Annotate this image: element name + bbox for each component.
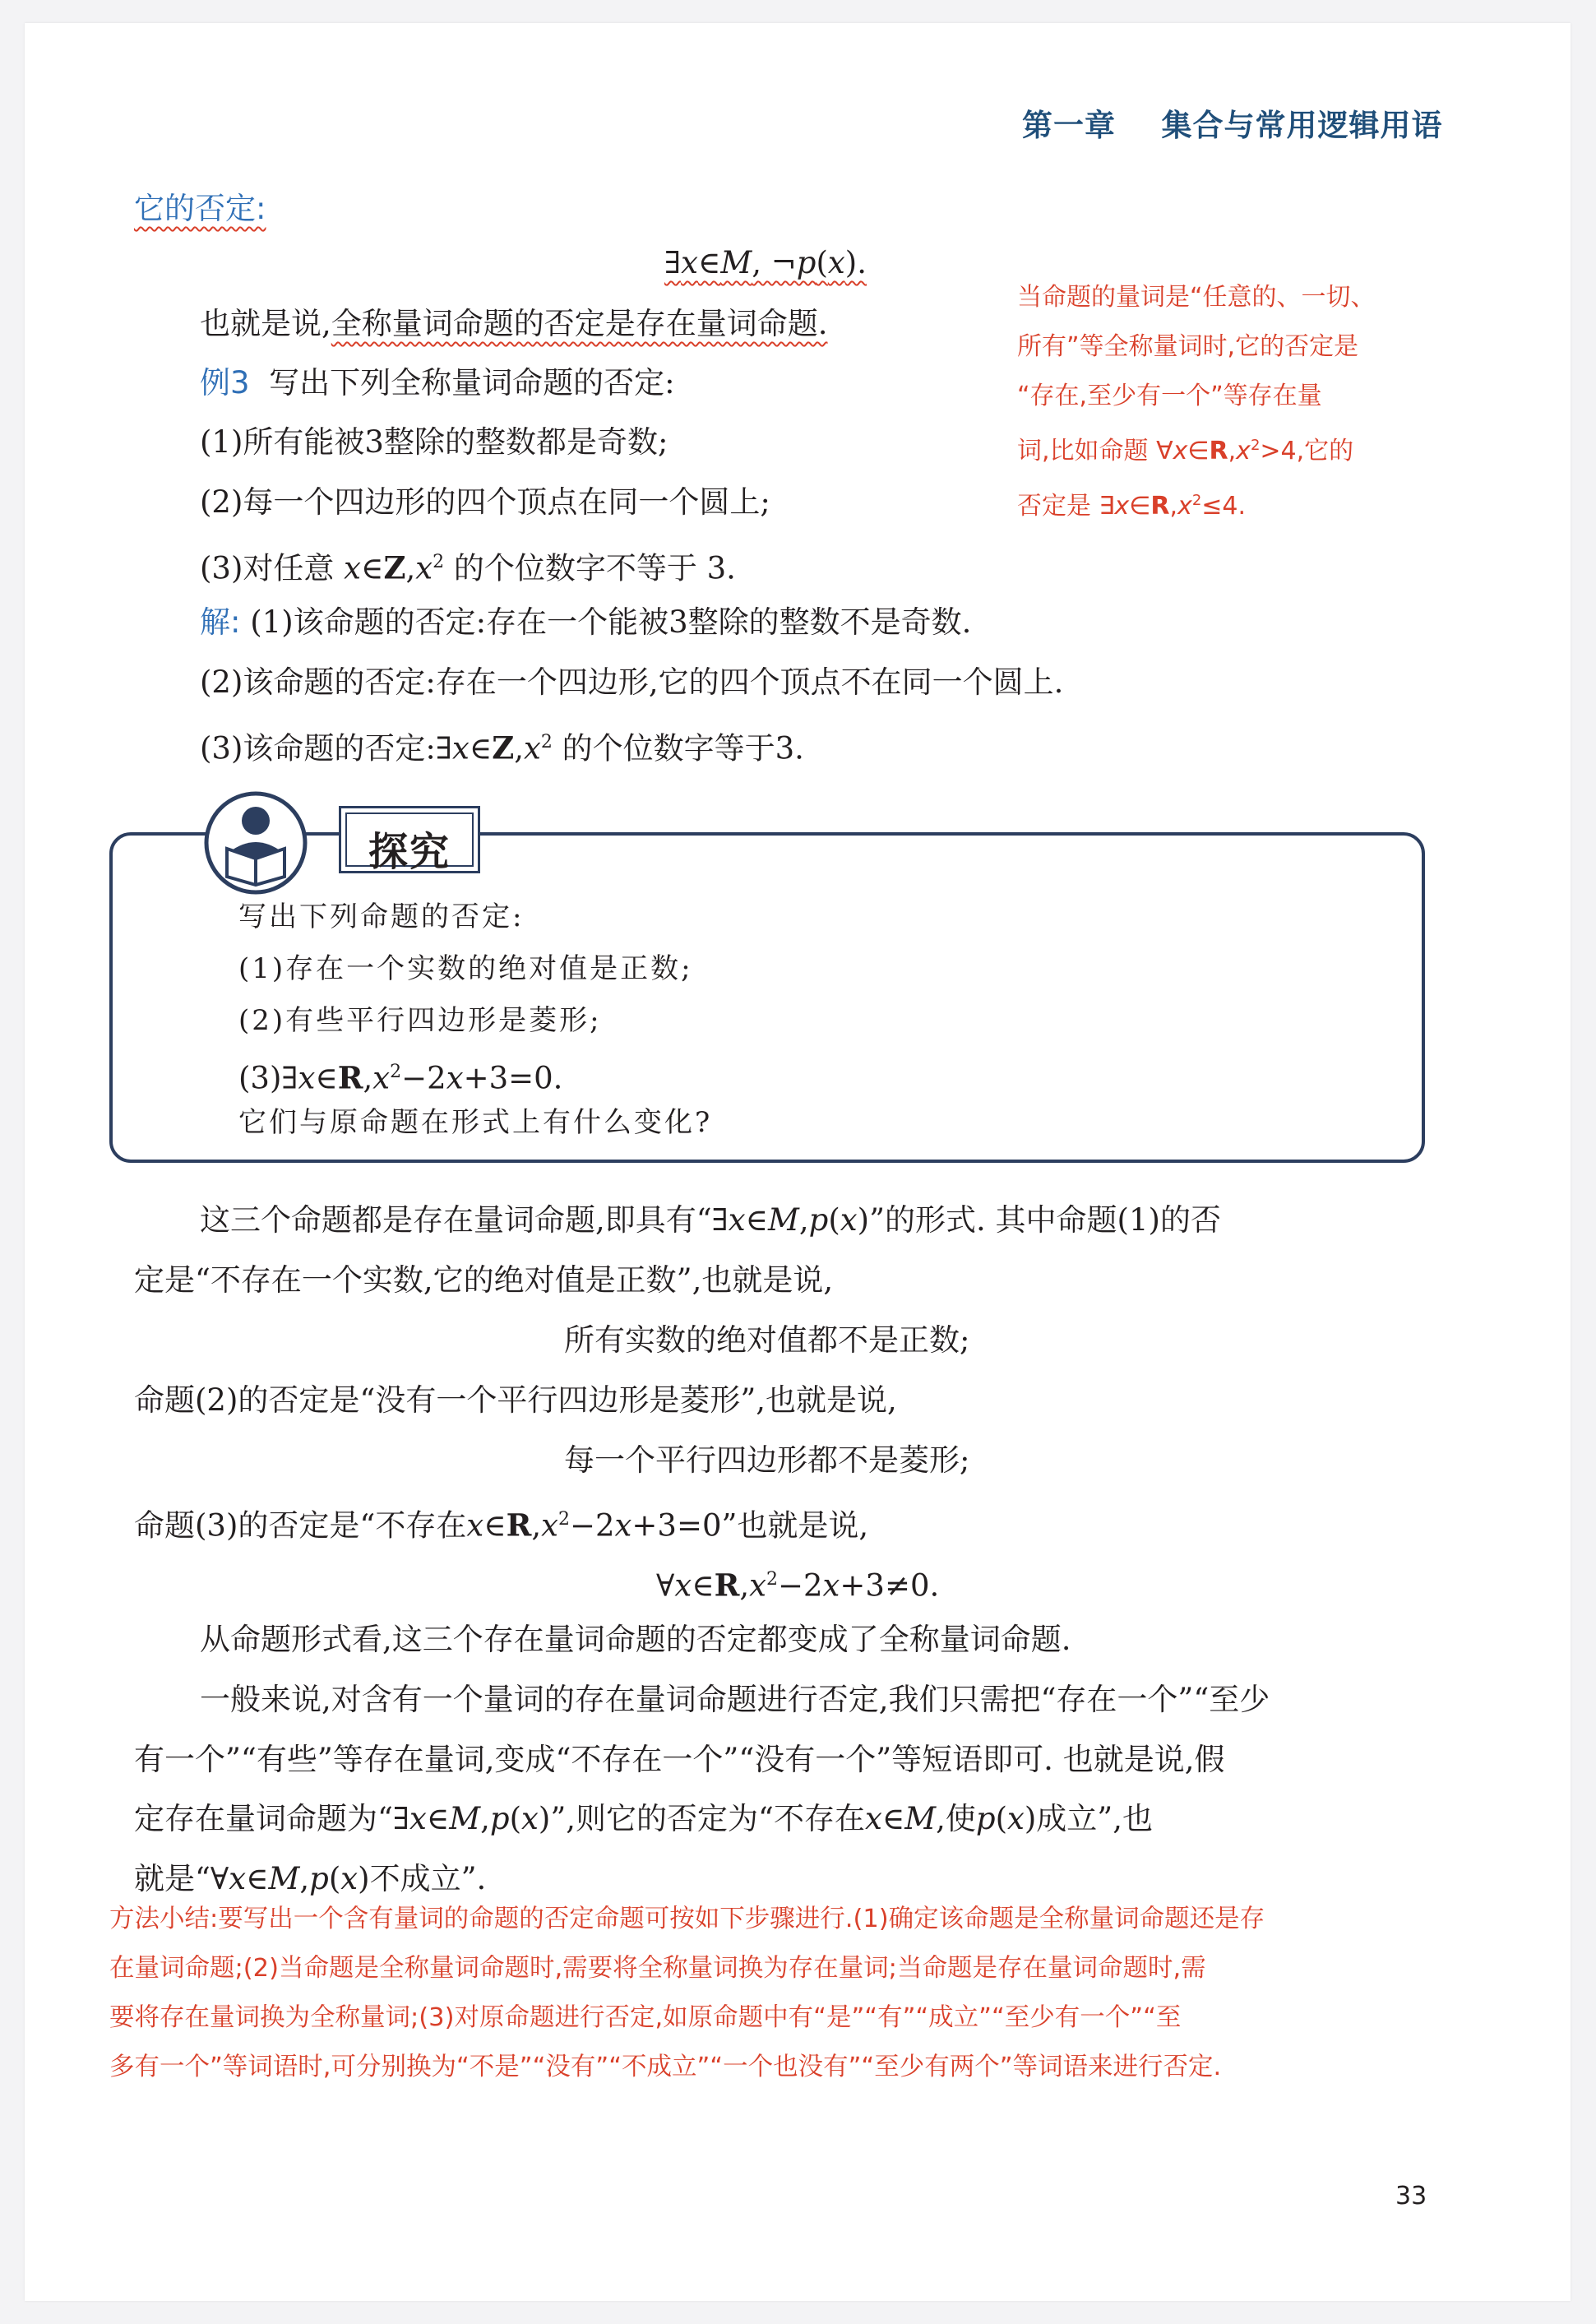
formula-negation: ∃x∈M, ¬p(x). bbox=[664, 245, 867, 280]
solution-line-1: 解: (1)该命题的否定:存在一个能被3整除的整数不是奇数. bbox=[200, 604, 972, 640]
explore-title: 探究 bbox=[368, 829, 451, 875]
body-line: 一般来说,对含有一个量词的存在量词命题进行否定,我们只需把“存在一个”“至少 bbox=[200, 1682, 1270, 1717]
intro-prefix: 也就是说, bbox=[200, 306, 331, 341]
body-line: 命题(2)的否定是“没有一个平行四边形是菱形”,也就是说, bbox=[134, 1382, 897, 1418]
explore-prompt: 写出下列命题的否定: bbox=[238, 900, 525, 933]
summary-line: 在量词命题;(2)当命题是全称量词命题时,需要将全称量词换为存在量词;当命题是存在量词命题时,需 bbox=[109, 1954, 1206, 1983]
side-note bbox=[1017, 273, 1478, 531]
side-note-line: 当命题的量词是“任意的、一切、 bbox=[1017, 283, 1376, 312]
chapter-header bbox=[1022, 100, 1443, 145]
explore-item-1: (1)存在一个实数的绝对值是正数; bbox=[238, 952, 693, 985]
summary-line: 方法小结:要写出一个含有量词的命题的否定命题可按如下步骤进行.(1)确定该命题是全称量词命题还是存 bbox=[109, 1905, 1265, 1933]
intro-line bbox=[200, 304, 828, 344]
side-note-line: 词,比如命题 $\forall x\in R,x^2>4$,它的 bbox=[1017, 437, 1354, 465]
side-note-line: 所有”等全称量词时,它的否定是 bbox=[1017, 332, 1359, 361]
page-number: 33 bbox=[1395, 2182, 1427, 2211]
reading-person-icon bbox=[202, 789, 309, 896]
body-line: 定存在量词命题为“∃x∈M,p(x)”,则它的否定为“不存在x∈M,使p(x)成立”,也 bbox=[134, 1801, 1153, 1836]
side-note-line: 否定是 $\exists x\in R,x^2\le 4$. bbox=[1017, 492, 1247, 521]
body-centered-line: 所有实数的绝对值都不是正数; bbox=[564, 1322, 970, 1358]
solution-label: 解: bbox=[200, 604, 241, 640]
summary-line: 要将存在量词换为全称量词;(3)对原命题进行否定,如原命题中有“是”“有”“成立”“至少有一个”“至 bbox=[109, 2003, 1182, 2032]
body-line: 定是“不存在一个实数,它的绝对值是正数”,也就是说, bbox=[134, 1262, 834, 1298]
method-summary bbox=[109, 1895, 1450, 2092]
example-heading bbox=[200, 363, 675, 403]
body-line: 从命题形式看,这三个存在量词命题的否定都变成了全称量词命题. bbox=[200, 1622, 1071, 1657]
example-item-3: (3)对任意 $x\in Z,x^2$ 的个位数字不等于 3. bbox=[200, 549, 736, 586]
body-line: 就是“∀x∈M,p(x)不成立”. bbox=[134, 1861, 487, 1896]
body-line: 命题(3)的否定是“不存在$x\in R,x^2-2x+3=0$”也就是说, bbox=[134, 1507, 869, 1544]
explore-question: 它们与原命题在形式上有什么变化? bbox=[238, 1106, 713, 1139]
body-centered-line: $\forall x\in R,x^2-2x+3\ne 0$. bbox=[656, 1567, 940, 1604]
side-note-line: “存在,至少有一个”等存在量 bbox=[1017, 382, 1322, 410]
body-line: 这三个命题都是存在量词命题,即具有“∃x∈M,p(x)”的形式. 其中命题(1)的否 bbox=[200, 1202, 1221, 1238]
solution-line-2: (2)该命题的否定:存在一个四边形,它的四个顶点不在同一个圆上. bbox=[200, 664, 1064, 700]
explore-item-2: (2)有些平行四边形是菱形; bbox=[238, 1004, 602, 1037]
summary-line: 多有一个”等词语时,可分别换为“不是”“没有”“不成立”“一个也没有”“至少有两个”等词语来进行否定. bbox=[109, 2053, 1222, 2081]
example-label: 例3 bbox=[200, 365, 250, 400]
example-item-1: (1)所有能被3整除的整数都是奇数; bbox=[200, 424, 668, 460]
section-label: 它的否定: bbox=[134, 191, 266, 226]
intro-emphasis: 全称量词命题的否定是存在量词命题. bbox=[331, 306, 828, 341]
chapter-number: 第一章 bbox=[1022, 108, 1116, 143]
body-line: 有一个”“有些”等存在量词,变成“不存在一个”“没有一个”等短语即可. 也就是说,假 bbox=[134, 1742, 1225, 1777]
solution-line-3: (3)该命题的否定$:\exists x\in Z,x^2$ 的个位数字等于3. bbox=[200, 729, 804, 766]
example-item-2: (2)每一个四边形的四个顶点在同一个圆上; bbox=[200, 484, 770, 520]
body-centered-line: 每一个平行四边形都不是菱形; bbox=[564, 1442, 970, 1478]
explore-title-frame bbox=[339, 806, 480, 873]
chapter-title: 集合与常用逻辑用语 bbox=[1161, 108, 1443, 143]
example-prompt: 写出下列全称量词命题的否定: bbox=[269, 365, 675, 400]
explore-item-3: $(3)\exists x\in R,x^2-2x+3=0$. bbox=[238, 1059, 563, 1096]
